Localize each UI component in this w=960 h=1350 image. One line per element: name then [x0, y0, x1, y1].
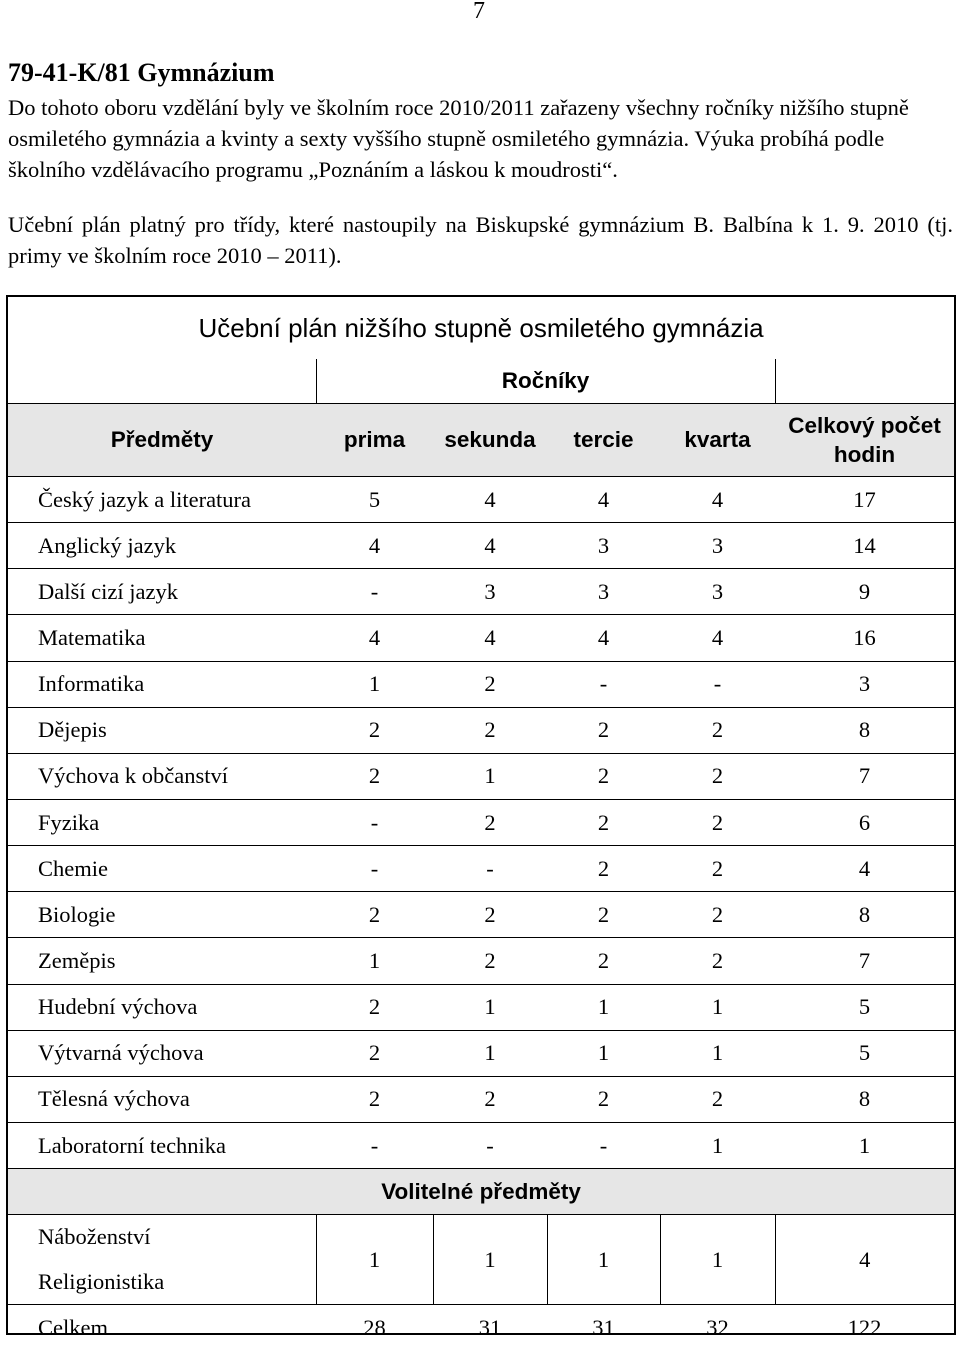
total-cell: 16: [775, 615, 954, 661]
hours-cell: 4: [547, 615, 660, 661]
total-cell: 7: [775, 938, 954, 984]
total-cell: 8: [775, 707, 954, 753]
hours-cell: 1: [547, 984, 660, 1030]
hours-cell: -: [433, 846, 547, 892]
electives-header-row: [8, 1169, 954, 1215]
hours-cell: 4: [316, 523, 433, 569]
total-hours-header: Celkový počet hodin: [775, 404, 954, 477]
sum-hours-cell: 28: [316, 1305, 433, 1350]
hours-cell: 2: [660, 707, 775, 753]
total-cell: 9: [775, 569, 954, 615]
total-cell: 14: [775, 523, 954, 569]
hours-cell: 2: [547, 799, 660, 845]
table-row: [8, 477, 954, 523]
table-row: [8, 615, 954, 661]
subject-cell: Chemie: [8, 846, 316, 892]
hours-cell: 4: [433, 477, 547, 523]
hours-cell: 3: [547, 523, 660, 569]
subject-cell: Dějepis: [8, 707, 316, 753]
elective-subject-cell: Náboženství: [8, 1215, 316, 1260]
table-row: [8, 984, 954, 1030]
table-row: [8, 707, 954, 753]
hours-cell: 1: [433, 753, 547, 799]
subject-cell: Laboratorní technika: [8, 1122, 316, 1168]
elective-row: [8, 1215, 954, 1260]
hours-cell: 1: [433, 1030, 547, 1076]
total-cell: 1: [775, 1122, 954, 1168]
hours-cell: 2: [547, 938, 660, 984]
hours-cell: 1: [316, 661, 433, 707]
elective-hours-cell: 1: [660, 1215, 775, 1305]
subject-cell: Biologie: [8, 892, 316, 938]
table-row: [8, 1076, 954, 1122]
sum-hours-cell: 32: [660, 1305, 775, 1350]
total-cell: 4: [775, 846, 954, 892]
hours-cell: 2: [316, 753, 433, 799]
subject-cell: Další cizí jazyk: [8, 569, 316, 615]
subject-cell: Informatika: [8, 661, 316, 707]
hours-cell: -: [316, 846, 433, 892]
hours-cell: 2: [660, 938, 775, 984]
subject-cell: Výtvarná výchova: [8, 1030, 316, 1076]
sum-hours-cell: 31: [547, 1305, 660, 1350]
subjects-header: Předměty: [8, 404, 316, 477]
hours-cell: 1: [316, 938, 433, 984]
subject-cell: Zeměpis: [8, 938, 316, 984]
total-cell: 5: [775, 984, 954, 1030]
total-cell: 5: [775, 1030, 954, 1076]
hours-cell: 2: [547, 1076, 660, 1122]
hours-cell: 4: [660, 477, 775, 523]
hours-cell: 2: [660, 1076, 775, 1122]
total-cell: 8: [775, 892, 954, 938]
sum-label-cell: Celkem: [8, 1305, 316, 1350]
hours-cell: 1: [547, 1030, 660, 1076]
hours-cell: 1: [660, 984, 775, 1030]
subject-cell: Matematika: [8, 615, 316, 661]
hours-cell: 2: [547, 753, 660, 799]
hours-cell: 2: [316, 984, 433, 1030]
hours-cell: 2: [316, 707, 433, 753]
note-paragraph: Učební plán platný pro třídy, které nastoupily na Biskupské gymnázium B. Balbína k 1. 9. 2010 (tj. primy ve školním roce 2010 – 2011).: [8, 212, 953, 268]
hours-cell: 2: [316, 1076, 433, 1122]
table-row: [8, 753, 954, 799]
section-heading: 79-41-K/81 Gymnázium: [8, 58, 275, 87]
total-cell: 7: [775, 753, 954, 799]
hours-cell: 2: [316, 1030, 433, 1076]
hours-cell: -: [316, 1122, 433, 1168]
hours-cell: 2: [660, 846, 775, 892]
hours-cell: -: [660, 661, 775, 707]
hours-cell: 4: [547, 477, 660, 523]
blank-cell: [8, 359, 316, 404]
hours-cell: 2: [433, 799, 547, 845]
table-row: [8, 569, 954, 615]
elective-hours-cell: 1: [433, 1215, 547, 1305]
hours-cell: 2: [660, 892, 775, 938]
hours-cell: 4: [316, 615, 433, 661]
total-cell: 17: [775, 477, 954, 523]
hours-cell: 4: [660, 615, 775, 661]
hours-cell: 4: [433, 615, 547, 661]
elective-hours-cell: 1: [316, 1215, 433, 1305]
curriculum-table: [6, 295, 956, 1340]
elective-hours-cell: 1: [547, 1215, 660, 1305]
hours-cell: 2: [547, 846, 660, 892]
hours-cell: 3: [547, 569, 660, 615]
table-row: [8, 846, 954, 892]
hours-cell: 3: [660, 523, 775, 569]
subject-cell: Výchova k občanství: [8, 753, 316, 799]
subject-cell: Tělesná výchova: [8, 1076, 316, 1122]
subject-cell: Český jazyk a literatura: [8, 477, 316, 523]
hours-cell: 1: [660, 1030, 775, 1076]
electives-title: Volitelné předměty: [8, 1169, 954, 1215]
hours-cell: 2: [433, 1076, 547, 1122]
elective-subject-cell: Religionistika: [38, 1268, 165, 1294]
table-row: [8, 938, 954, 984]
hours-cell: 4: [433, 523, 547, 569]
hours-cell: 2: [547, 707, 660, 753]
hours-cell: 2: [433, 938, 547, 984]
subject-cell: Anglický jazyk: [8, 523, 316, 569]
sum-total-cell: 122: [775, 1305, 954, 1350]
hours-cell: -: [547, 661, 660, 707]
year-header-prima: prima: [316, 404, 433, 477]
page-number: 7: [473, 0, 485, 24]
hours-cell: 3: [660, 569, 775, 615]
year-header-kvarta: kvarta: [660, 404, 775, 477]
total-cell: 3: [775, 661, 954, 707]
sum-row: [8, 1305, 954, 1350]
subject-cell: Fyzika: [8, 799, 316, 845]
hours-cell: -: [316, 569, 433, 615]
hours-cell: 2: [547, 892, 660, 938]
table-row: [8, 1122, 954, 1168]
table-row: [8, 799, 954, 845]
hours-cell: -: [433, 1122, 547, 1168]
intro-paragraph: Do tohoto oboru vzdělání byly ve školním roce 2010/2011 zařazeny všechny ročníky nižšího stupně osmiletého gymnázia a kvinty a sexty vyššího stupně osmiletého gymnázia. Výuka probíhá podle školního vzdělávacího programu „Poznáním a láskou k moudrosti“.: [8, 95, 909, 182]
hours-cell: 2: [660, 799, 775, 845]
hours-cell: 2: [433, 661, 547, 707]
table-row: [8, 1030, 954, 1076]
blank-cell: [775, 359, 954, 404]
hours-cell: -: [316, 799, 433, 845]
hours-cell: -: [547, 1122, 660, 1168]
hours-cell: 2: [433, 892, 547, 938]
hours-cell: 5: [316, 477, 433, 523]
years-group-header: Ročníky: [316, 359, 775, 404]
hours-cell: 2: [316, 892, 433, 938]
hours-cell: 2: [433, 707, 547, 753]
sum-hours-cell: 31: [433, 1305, 547, 1350]
year-header-tercie: tercie: [547, 404, 660, 477]
hours-cell: 1: [660, 1122, 775, 1168]
table-title: Učební plán nižšího stupně osmiletého gymnázia: [198, 312, 764, 343]
total-cell: 6: [775, 799, 954, 845]
total-cell: 8: [775, 1076, 954, 1122]
table-row: [8, 892, 954, 938]
table-row: [8, 661, 954, 707]
hours-cell: 3: [433, 569, 547, 615]
table-row: [8, 523, 954, 569]
year-header-sekunda: sekunda: [433, 404, 547, 477]
hours-cell: 1: [433, 984, 547, 1030]
hours-cell: 2: [660, 753, 775, 799]
elective-total-cell: 4: [775, 1215, 954, 1305]
subject-cell: Hudební výchova: [8, 984, 316, 1030]
